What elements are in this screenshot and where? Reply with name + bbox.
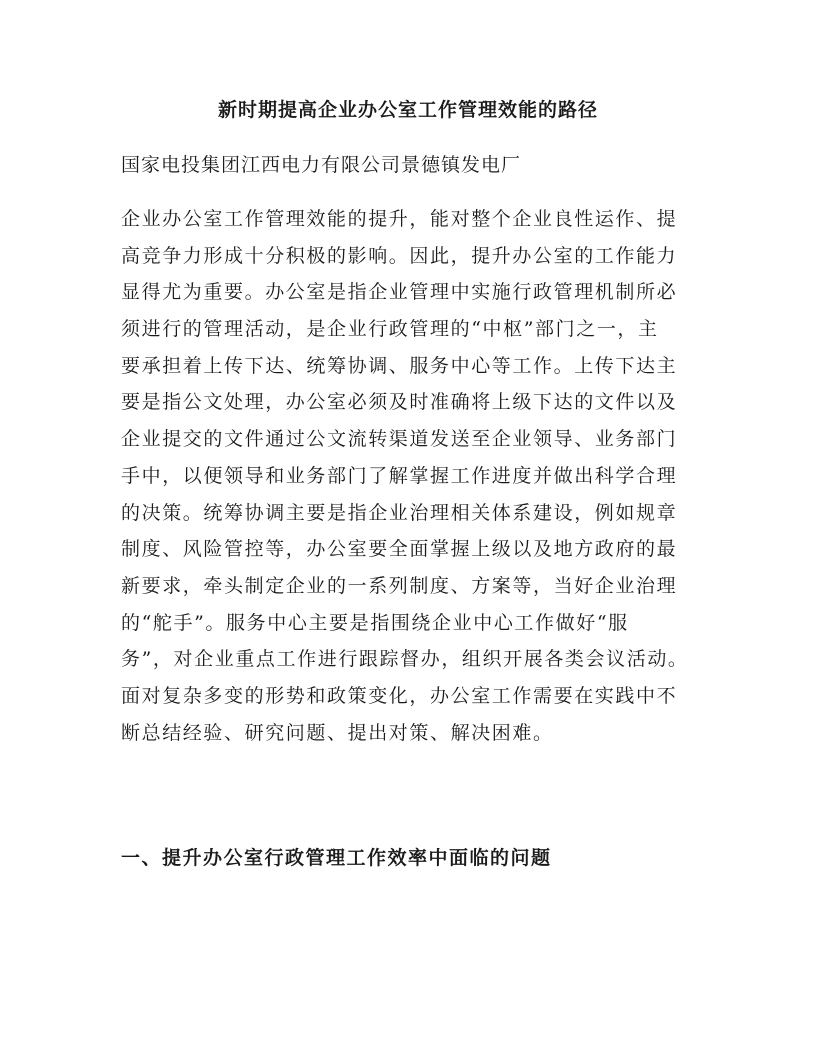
paragraph-line: 制度、风险管控等，办公室要全面掌握上级以及地方政府的最 [121,538,678,561]
paragraph-line: 显得尤为重要。办公室是指企业管理中实施行政管理机制所必 [121,281,678,304]
paragraph-line: 手中，以便领导和业务部门了解掌握工作进度并做出科学合理 [121,464,678,487]
paragraph-line: 高竞争力形成十分积极的影响。因此，提升办公室的工作能力 [121,244,678,267]
paragraph-line: 要是指公文处理，办公室必须及时准确将上级下达的文件以及 [121,391,678,414]
body-paragraph [121,205,711,755]
paragraph-line: 务”，对企业重点工作进行跟踪督办，组织开展各类会议活动。 [121,648,689,671]
section-heading: 一、提升办公室行政管理工作效率中面临的问题 [121,847,552,869]
paragraph-line: 要承担着上传下达、统筹协调、服务中心等工作。上传下达主 [121,354,678,377]
paragraph-line: 的决策。统筹协调主要是指企业治理相关体系建设，例如规章 [121,501,678,524]
paragraph-line: 企业办公室工作管理效能的提升，能对整个企业良性运作、提 [121,208,678,230]
document-title: 新时期提高企业办公室工作管理效能的路径 [217,99,598,121]
author-affiliation: 国家电投集团江西电力有限公司景德镇发电厂 [121,154,522,176]
paragraph-line: 企业提交的文件通过公文流转渠道发送至企业领导、业务部门 [121,428,678,451]
paragraph-line: 面对复杂多变的形势和政策变化，办公室工作需要在实践中不 [121,684,678,707]
paragraph-line: 断总结经验、研究问题、提出对策、解决困难。 [121,721,554,744]
paragraph-line: 的“舵手”。服务中心主要是指围绕企业中心工作做好“服 [121,611,629,634]
paragraph-line: 须进行的管理活动，是企业行政管理的“中枢”部门之一，主 [121,318,659,341]
paragraph-line: 新要求，牵头制定企业的一系列制度、方案等，当好企业治理 [121,574,678,597]
